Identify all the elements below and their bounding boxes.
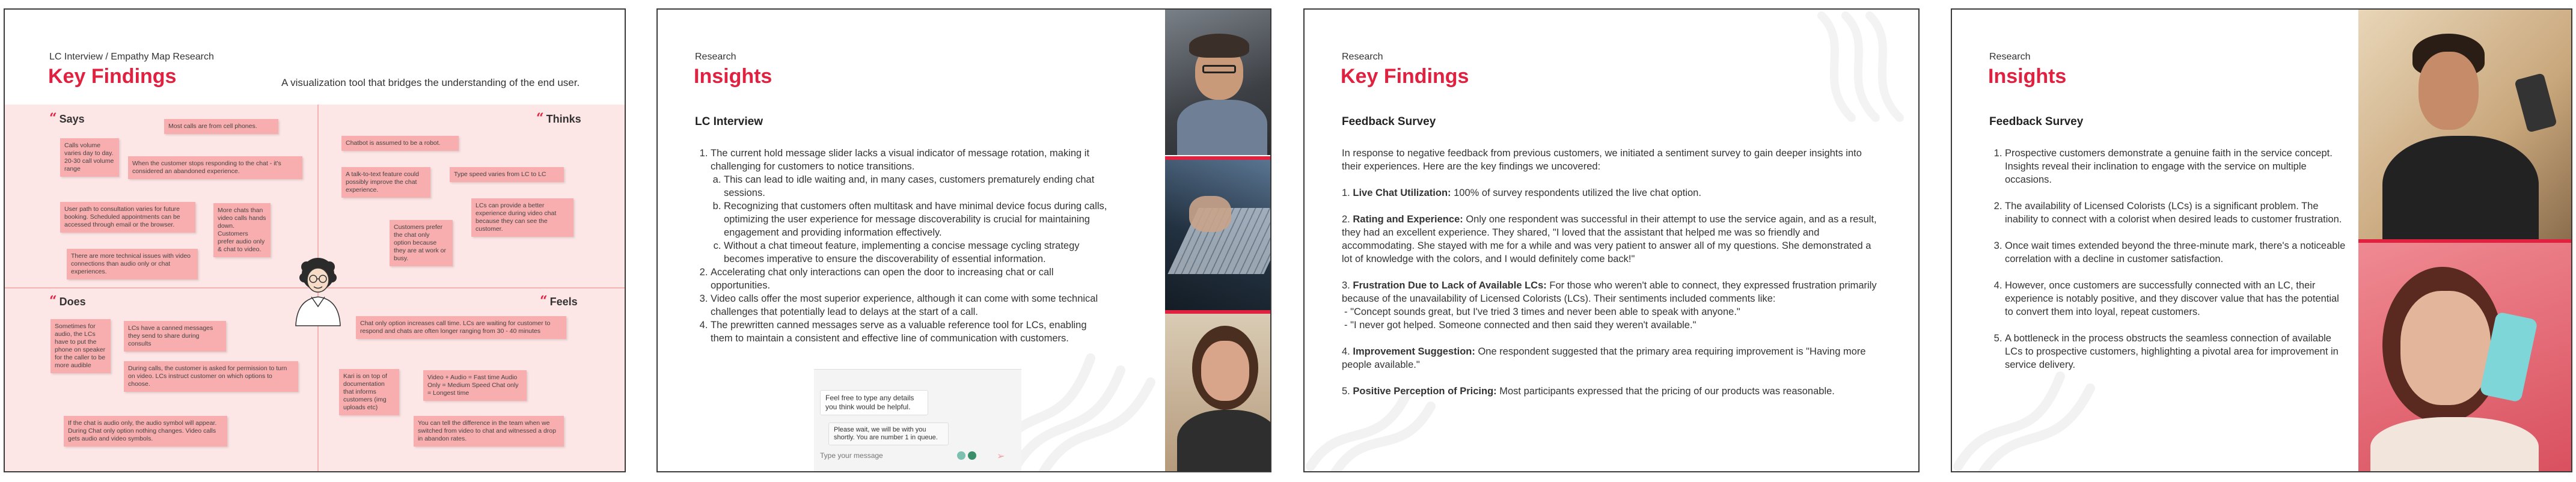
slide-insights-lc-interview xyxy=(656,8,1271,472)
quote-icon: “ xyxy=(49,111,57,126)
sticky-note: Most calls are from cell phones. xyxy=(164,119,278,134)
section-label: Research xyxy=(1342,52,1383,62)
page-title: Key Findings xyxy=(48,65,177,88)
quadrant-does-label: “ Does xyxy=(49,293,86,309)
list-subitem: c. Without a chat timeout feature, implementing a concise message cycling strategy becomes imperative to ensure the discoverability of essential information. xyxy=(724,239,1110,266)
emoji-icon[interactable] xyxy=(968,451,976,460)
chat-message-input[interactable] xyxy=(820,448,940,463)
decorative-swirl xyxy=(1797,10,1918,166)
quote-list xyxy=(1342,305,1883,332)
quote-icon: “ xyxy=(536,111,544,126)
quote-icon: “ xyxy=(540,293,548,309)
chat-bubble: Feel free to type any details you think would be helpful. xyxy=(820,390,928,415)
sticky-note: Chatbot is assumed to be a robot. xyxy=(341,136,459,151)
quadrant-feels-label: “ Feels xyxy=(540,293,578,309)
photo-man-headset xyxy=(1165,10,1271,155)
insights-list xyxy=(695,147,1110,345)
sticky-note: LCs have a canned messages they send to share during consults xyxy=(124,321,226,352)
sticky-note: A talk-to-text feature could possibly improve the chat experience. xyxy=(341,167,430,198)
finding-item: 4. Improvement Suggestion: One respondent suggested that the primary area requiring improvement is "Having more people available." xyxy=(1342,346,1866,370)
tagline: A visualization tool that bridges the understanding of the end user. xyxy=(281,77,580,88)
list-item: 1. Prospective customers demonstrate a genuine faith in the service concept. Insights reveal their inclination to engage with the service on multiple occasions. xyxy=(2005,147,2350,186)
page-title: Insights xyxy=(694,65,772,88)
sticky-note: Kari is on top of documentation that informs customers (img uploads etc) xyxy=(339,369,399,415)
sticky-note: User path to consultation varies for future booking. Scheduled appointments can be accessed through email or the browser. xyxy=(60,202,195,233)
list-subitem: a. This can lead to idle waiting and, in many cases, customers prematurely ending chat sessions. xyxy=(724,173,1110,200)
quote-item: - "Concept sounds great, but I've tried 3 times and never been able to speak with anyone." xyxy=(1354,305,1883,319)
list-subitem: b. Recognizing that customers often multitask and have minimal device focus during calls, optimizing the user experience for message discoverability is crucial for maintaining engagement and providing information effectively. xyxy=(724,200,1110,239)
list-item: 3. Once wait times extended beyond the three-minute mark, there's a noticeable correlation with a decline in customer satisfaction. xyxy=(2005,239,2350,266)
sticky-note: You can tell the difference in the team when we switched from video to chat and witnessed a drop in abandon rates. xyxy=(414,416,564,447)
list-item: 2. Accelerating chat only interactions can open the door to increasing chat or call opportunities. xyxy=(711,266,1110,292)
quote-item: - "I never got helped. Someone connected and then said they weren't available." xyxy=(1354,319,1883,332)
section-label: Research xyxy=(695,52,736,62)
chat-input-row xyxy=(820,448,1015,466)
send-icon[interactable]: ➢ xyxy=(997,451,1005,462)
sticky-note: Customers prefer the chat only option because they are at work or busy. xyxy=(390,220,453,266)
attachment-icon[interactable] xyxy=(957,451,965,460)
sticky-note: Video + Audio = Fast time Audio Only = Medium Speed Chat only = Longest time xyxy=(423,370,527,401)
slide-key-findings-empathy xyxy=(4,8,626,472)
photo-woman-headset xyxy=(1165,314,1271,472)
list-item: 4. However, once customers are successfully connected with an LC, their experience is notably positive, and they discover value that has the potential to convert them into loyal, repeat customers. xyxy=(2005,279,2350,319)
finding-item: 1. Live Chat Utilization: 100% of survey respondents utilized the live chat option. xyxy=(1342,188,1701,198)
persona-avatar xyxy=(283,249,353,327)
sticky-note: Sometimes for audio, the LCs have to put the phone on speaker for the caller to be more audible xyxy=(50,319,111,373)
intro-text: In response to negative feedback from previous customers, we initiated a sentiment survey to gain deeper insights into their experiences. Here are the key findings we uncovered: xyxy=(1342,148,1862,172)
photo-keyboard xyxy=(1165,160,1271,310)
sticky-note: More chats than video calls hands down. Customers prefer audio only & chat to video. xyxy=(213,203,271,257)
photo-man-selfie xyxy=(2358,10,2572,239)
quadrant-thinks-label: “ Thinks xyxy=(536,111,581,126)
slide-insights-survey xyxy=(1951,8,2572,472)
photo-woman-phone xyxy=(2358,243,2572,472)
page-title: Key Findings xyxy=(1341,65,1469,88)
list-item: 4. The prewritten canned messages serve as a valuable reference tool for LCs, enabling them to maintain a consistent and effective line of communication with customers. xyxy=(711,319,1110,345)
slide-key-findings-survey xyxy=(1303,8,1920,472)
page-title: Insights xyxy=(1988,65,2067,88)
findings-list xyxy=(1342,147,1883,411)
chat-bubble: Please wait, we will be with you shortly. You are number 1 in queue. xyxy=(828,423,949,445)
list-item: 3. Video calls offer the most superior experience, although it can come with some technical challenges that potentially lead to delays at the start of a call. xyxy=(711,292,1110,319)
finding-item: 3. Frustration Due to Lack of Available LCs: For those who weren't able to connect, they expressed frustration primarily because of the unavailability of Licensed Colorists (LCs). Their sentiments included comments like: xyxy=(1342,280,1877,304)
sticky-note: If the chat is audio only, the audio symbol will appear. During Chat only option nothing changes. Video calls gets audio and video symbols. xyxy=(64,416,227,447)
quadrant-says-label: “ Says xyxy=(49,111,85,126)
quote-icon: “ xyxy=(49,293,57,309)
list-item: 2. The availability of Licensed Colorists (LCs) is a significant problem. The inability to connect with a colorist when desired leads to customer frustration. xyxy=(2005,200,2350,226)
chat-widget-mockup xyxy=(814,369,1021,472)
sticky-note: LCs can provide a better experience during video chat because they can see the customer. xyxy=(471,198,574,237)
sticky-note: When the customer stops responding to the chat - it's considered an abandoned experience. xyxy=(128,156,302,179)
sticky-note: Chat only option increases call time. LCs are waiting for customer to respond and chats are often longer ranging from 30 - 40 minutes xyxy=(356,316,566,339)
finding-item: 2. Rating and Experience: Only one respondent was successful in their attempt to use the service again, and as a result, they had an excellent experience. They shared, "I loved that the assistant that helped me was so friendly and accommodating. She stayed with me for a while and was very patient to answer all of my questions. She demonstrated a lot of knowledge with the colors, and I would definitely come back!" xyxy=(1342,214,1877,264)
section-heading: Feedback Survey xyxy=(1989,115,2084,128)
insights-list xyxy=(1989,147,2350,371)
list-item: 1. The current hold message slider lacks a visual indicator of message rotation, making it challenging for customers to notice transitions. a. This can lead to idle waiting and, in many cases, customers prematurely ending chat sessions. b. Recognizing that customers often multitask and have minimal device focus during calls, optimizing the user experience for message discoverability is crucial for maintaining engagement and providing information effectively. c. Without a chat timeout feature, implementing a concise message cycling strategy becomes imperative to ensure the discoverability of essential information. xyxy=(711,147,1110,266)
sticky-note: During calls, the customer is asked for permission to turn on video. LCs instruct customer on which options to choose. xyxy=(124,361,298,392)
section-heading: Feedback Survey xyxy=(1342,115,1436,128)
sticky-note: Type speed varies from LC to LC xyxy=(450,167,564,182)
list-item: 5. A bottleneck in the process obstructs the seamless connection of available LCs to prospective customers, highlighting a pivotal area for improvement in service delivery. xyxy=(2005,332,2350,371)
section-heading: LC Interview xyxy=(695,115,763,128)
finding-item: 5. Positive Perception of Pricing: Most participants expressed that the pricing of our products was reasonable. xyxy=(1342,386,1835,397)
breadcrumb: LC Interview / Empathy Map Research xyxy=(49,52,214,62)
sticky-note: Calls volume varies day to day. 20-30 call volume range xyxy=(60,138,119,177)
sticky-note: There are more technical issues with video connections than audio only or chat experiences. xyxy=(67,249,198,279)
section-label: Research xyxy=(1989,52,2031,62)
